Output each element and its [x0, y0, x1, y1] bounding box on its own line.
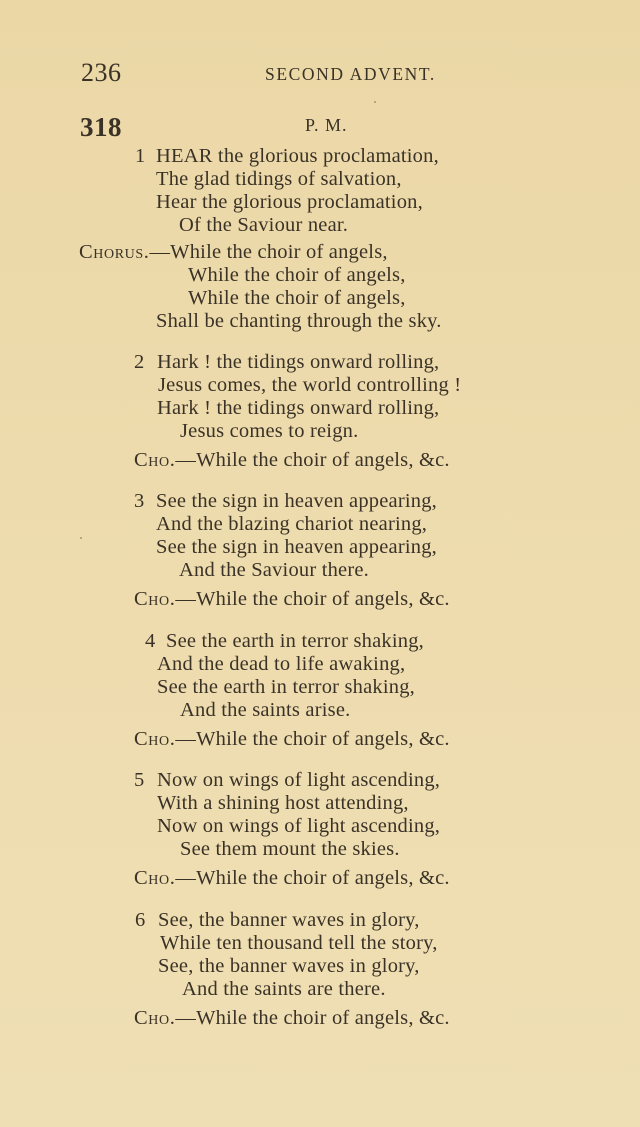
- verse-line: Hark ! the tidings onward rolling,: [157, 351, 440, 373]
- verse-line: Now on wings of light ascending,: [157, 769, 441, 791]
- verse-line: See the sign in heaven appearing,: [156, 490, 437, 512]
- chorus-refrain: —While the choir of angels, &c.: [175, 588, 450, 610]
- stanza-number: 3: [134, 490, 145, 512]
- stanza-number: 2: [134, 351, 145, 373]
- page-number: 236: [81, 58, 122, 87]
- verse-line: See, the banner waves in glory,: [158, 955, 420, 977]
- chorus-refrain: —While the choir of angels, &c.: [175, 1007, 450, 1029]
- verse-line: And the Saviour there.: [179, 559, 369, 581]
- running-title: SECOND ADVENT.: [265, 64, 436, 84]
- stanza-number: 1: [135, 145, 146, 167]
- chorus-line: While the choir of angels,: [188, 264, 406, 286]
- cho-label: Cho.: [134, 1007, 176, 1029]
- verse-line: And the blazing chariot nearing,: [156, 513, 428, 535]
- verse-line: See the earth in terror shaking,: [157, 676, 416, 698]
- chorus-label: Chorus.: [79, 241, 150, 263]
- verse-line: See the earth in terror shaking,: [166, 630, 425, 652]
- verse-line: See, the banner waves in glory,: [158, 909, 420, 931]
- verse-line: Hark ! the tidings onward rolling,: [157, 397, 440, 419]
- verse-line: See them mount the skies.: [180, 838, 400, 860]
- verse-line: See the sign in heaven appearing,: [156, 536, 437, 558]
- verse-line: And the saints are there.: [182, 978, 386, 1000]
- verse-line: HEAR the glorious proclamation,: [156, 145, 439, 167]
- print-speck: [374, 101, 376, 103]
- stanza-number: 6: [135, 909, 146, 931]
- cho-label: Cho.: [134, 867, 176, 889]
- print-speck: [80, 537, 82, 539]
- verse-line: Of the Saviour near.: [179, 214, 349, 236]
- verse-line: Jesus comes to reign.: [180, 420, 359, 442]
- cho-label: Cho.: [134, 728, 176, 750]
- chorus-line: —While the choir of angels,: [149, 241, 388, 263]
- stanza-number: 5: [134, 769, 145, 791]
- chorus-refrain: —While the choir of angels, &c.: [175, 449, 450, 471]
- cho-label: Cho.: [134, 449, 176, 471]
- chorus-line: Shall be chanting through the sky.: [156, 310, 442, 332]
- verse-line: Now on wings of light ascending,: [157, 815, 441, 837]
- verse-line: With a shining host attending,: [157, 792, 409, 814]
- cho-label: Cho.: [134, 588, 176, 610]
- hymn-meter: P. M.: [305, 115, 348, 135]
- chorus-refrain: —While the choir of angels, &c.: [175, 728, 450, 750]
- hymn-number: 318: [80, 112, 122, 142]
- verse-line: And the saints arise.: [180, 699, 351, 721]
- chorus-refrain: —While the choir of angels, &c.: [175, 867, 450, 889]
- verse-line: And the dead to life awaking,: [157, 653, 406, 675]
- verse-line: The glad tidings of salvation,: [156, 168, 402, 190]
- verse-line: Hear the glorious proclamation,: [156, 191, 423, 213]
- verse-line: Jesus comes, the world controlling !: [158, 374, 462, 396]
- verse-line: While ten thousand tell the story,: [160, 932, 438, 954]
- chorus-line: While the choir of angels,: [188, 287, 406, 309]
- stanza-number: 4: [145, 630, 156, 652]
